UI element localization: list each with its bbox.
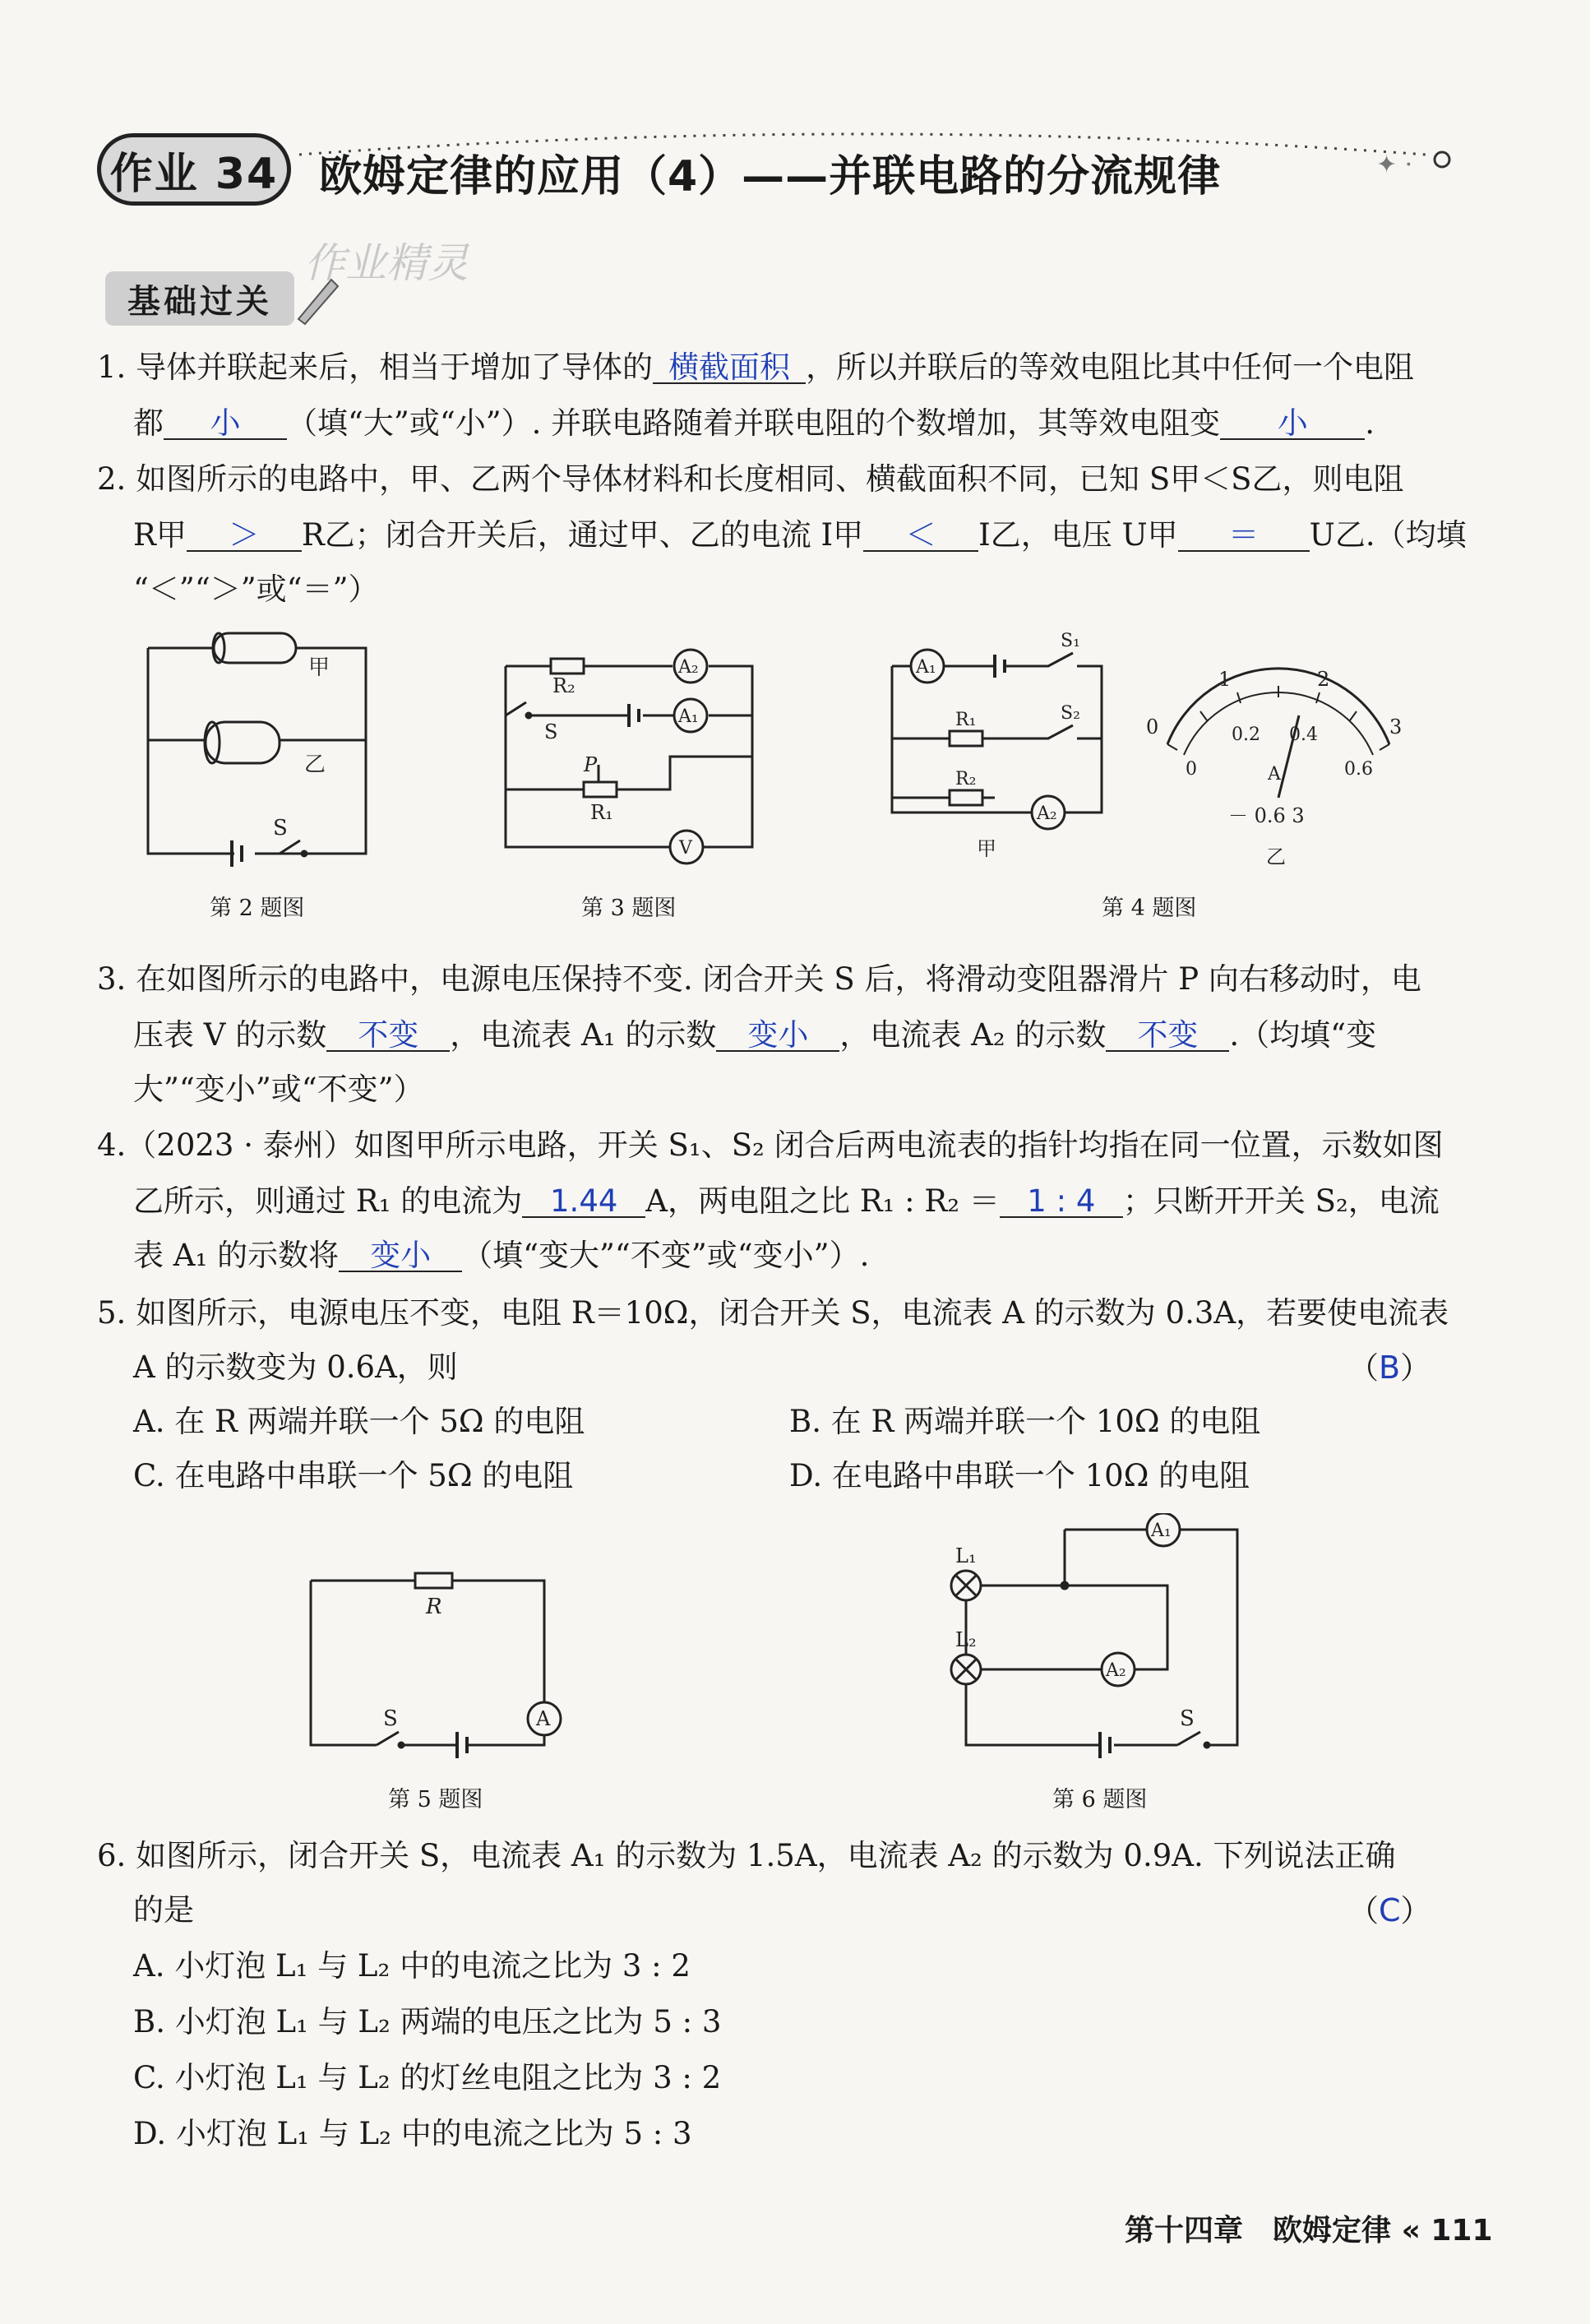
q2-line1: 2. 如图所示的电路中，甲、乙两个导体材料和长度相同、横截面积不同，已知 S甲＜S乙，则电阻 bbox=[97, 461, 1404, 497]
dial-bottom-02: 0.2 bbox=[1232, 725, 1260, 745]
double-chevron-icon: « bbox=[1401, 2214, 1421, 2248]
q5-option-c: C. 在电路中串联一个 5Ω 的电阻 bbox=[133, 1458, 574, 1493]
figure-3-circuit bbox=[493, 633, 765, 872]
q4-answer3: 变小 bbox=[339, 1240, 462, 1272]
fig3-label-a2: A₂ bbox=[678, 657, 699, 678]
q6-option-c: C. 小灯泡 L₁ 与 L₂ 的灯丝电阻之比为 3 : 2 bbox=[133, 2060, 722, 2095]
q3-line1: 3. 在如图所示的电路中，电源电压保持不变. 闭合开关 S 后，将滑动变阻器滑片 P 向右移动时，电 bbox=[97, 961, 1421, 997]
dial-bottom-0: 0 bbox=[1186, 759, 1197, 780]
dial-terminals: － 0.6 3 bbox=[1228, 804, 1305, 827]
q1-line1: 1. 导体并联起来后，相当于增加了导体的 横截面积 ，所以并联后的等效电阻比其中任何一个电阻 bbox=[97, 350, 1415, 385]
q3-answer3: 不变 bbox=[1106, 1020, 1229, 1052]
fig6-label-l1: L₁ bbox=[955, 1544, 977, 1567]
q2-answer3: ＝ bbox=[1178, 520, 1310, 552]
svg-text:✦ ·: ✦ · bbox=[1376, 150, 1413, 179]
fig4-label-a2: A₂ bbox=[1037, 803, 1057, 824]
pencil-icon bbox=[292, 270, 341, 327]
q4-line2: 乙所示，则通过 R₁ 的电流为 1.44 A，两电阻之比 R₁ : R₂ ＝ 1 : 4 ；只断开开关 S₂，电流 bbox=[133, 1183, 1440, 1219]
dial-unit: A bbox=[1268, 764, 1281, 785]
fig5-caption: 第 5 题图 bbox=[388, 1787, 483, 1812]
q5-line2: A 的示数变为 0.6A，则 bbox=[133, 1349, 458, 1385]
fig5-label-r: R bbox=[426, 1595, 442, 1619]
q3-line2: 压表 V 的示数 不变 ，电流表 A₁ 的示数 变小 ，电流表 A₂ 的示数 不变 .（均填“变 bbox=[133, 1017, 1377, 1053]
fig5-label-s: S bbox=[383, 1706, 398, 1731]
dial-top-1: 1 bbox=[1218, 668, 1232, 691]
section-tag: 基础过关 bbox=[105, 271, 294, 326]
q1-answer1: 横截面积 bbox=[653, 352, 806, 384]
q3-answer1: 不变 bbox=[326, 1020, 450, 1052]
watermark: 作业精灵 bbox=[304, 239, 469, 287]
q6-option-d: D. 小灯泡 L₁ 与 L₂ 中的电流之比为 5 : 3 bbox=[133, 2116, 692, 2151]
figure-4-ammeter-dial bbox=[1143, 666, 1414, 872]
q6-line1: 6. 如图所示，闭合开关 S，电流表 A₁ 的示数为 1.5A，电流表 A₂ 的示数为 0.9A. 下列说法正确 bbox=[97, 1838, 1396, 1873]
fig6-label-l2: L₂ bbox=[955, 1628, 977, 1651]
q6-option-a: A. 小灯泡 L₁ 与 L₂ 中的电流之比为 3 : 2 bbox=[133, 1948, 691, 1984]
q4-line3: 表 A₁ 的示数将 变小 （填“变大”“不变”或“变小”）. bbox=[133, 1238, 870, 1273]
q2-line2: R甲 ＞ R乙；闭合开关后，通过甲、乙的电流 I甲 ＜ I乙，电压 U甲 ＝ U乙.（均填 bbox=[133, 517, 1467, 553]
fig2-label-jia: 甲 bbox=[308, 655, 330, 680]
fig4-label-s1: S₁ bbox=[1061, 631, 1080, 651]
dial-top-0: 0 bbox=[1146, 715, 1159, 738]
page-number: 111 bbox=[1431, 2214, 1493, 2248]
fig6-caption: 第 6 题图 bbox=[1052, 1787, 1148, 1812]
fig6-label-a1: A₁ bbox=[1151, 1521, 1172, 1541]
q1-answer3: 小 bbox=[1220, 408, 1365, 440]
fig2-label-s: S bbox=[273, 816, 288, 840]
q4-answer1: 1.44 bbox=[522, 1186, 645, 1218]
fig4-label-yi: 乙 bbox=[1266, 845, 1286, 868]
q5-answer: B bbox=[1379, 1349, 1401, 1386]
q5-line1: 5. 如图所示，电源电压不变，电阻 R＝10Ω，闭合开关 S，电流表 A 的示数为 0.3A，若要使电流表 bbox=[97, 1295, 1449, 1331]
q1-answer2: 小 bbox=[164, 408, 287, 440]
fig4-label-a1: A₁ bbox=[916, 657, 936, 678]
fig3-label-r1: R₁ bbox=[590, 801, 613, 824]
fig2-label-yi: 乙 bbox=[304, 752, 326, 777]
figure-6-circuit bbox=[945, 1513, 1250, 1760]
q4-answer2: 1 : 4 bbox=[1000, 1186, 1123, 1218]
fig4-caption: 第 4 题图 bbox=[1102, 896, 1197, 921]
dial-bottom-06: 0.6 bbox=[1344, 759, 1373, 780]
figure-4-circuit bbox=[880, 625, 1126, 872]
fig3-caption: 第 3 题图 bbox=[581, 896, 677, 921]
q2-answer1: ＞ bbox=[187, 520, 302, 552]
q2-answer2: ＜ bbox=[863, 520, 978, 552]
q6-answer: C bbox=[1379, 1892, 1401, 1928]
fig5-label-a: A bbox=[536, 1707, 551, 1730]
footer-chapter: 第十四章 欧姆定律 « 111 bbox=[1125, 2214, 1493, 2248]
dial-bottom-04: 0.4 bbox=[1289, 725, 1318, 745]
q5-option-d: D. 在电路中串联一个 10Ω 的电阻 bbox=[789, 1458, 1250, 1493]
q4-line1: 4.（2023 · 泰州）如图甲所示电路，开关 S₁、S₂ 闭合后两电流表的指针均指在同一位置，示数如图 bbox=[97, 1127, 1444, 1163]
q5-option-a: A. 在 R 两端并联一个 5Ω 的电阻 bbox=[133, 1404, 585, 1439]
assignment-badge: 作业 34 bbox=[97, 133, 291, 206]
q6-answer-box: （C） bbox=[1348, 1892, 1431, 1928]
fig3-label-p: P bbox=[584, 753, 598, 776]
q1-line2: 都 小 （填“大”或“小”）. 并联电路随着并联电阻的个数增加，其等效电阻变 小 . bbox=[133, 405, 1375, 441]
page-title: 欧姆定律的应用（4）——并联电路的分流规律 bbox=[319, 152, 1222, 201]
q3-line3: 大”“变小”或“不变”） bbox=[133, 1072, 424, 1107]
fig4-label-r1: R₁ bbox=[955, 710, 977, 730]
q6-line2: 的是 bbox=[133, 1892, 194, 1928]
header-dotted-arc bbox=[291, 122, 1458, 179]
q3-answer2: 变小 bbox=[716, 1020, 839, 1052]
fig4-label-jia: 甲 bbox=[977, 837, 996, 860]
fig4-label-r2: R₂ bbox=[955, 769, 977, 789]
q2-line3: “＜”“＞”或“＝”） bbox=[133, 572, 379, 607]
fig3-label-r2: R₂ bbox=[552, 674, 575, 697]
fig2-caption: 第 2 题图 bbox=[210, 896, 305, 921]
fig3-label-v: V bbox=[679, 838, 692, 859]
fig3-label-s: S bbox=[544, 720, 558, 743]
q5-option-b: B. 在 R 两端并联一个 10Ω 的电阻 bbox=[789, 1404, 1261, 1439]
fig4-label-s2: S₂ bbox=[1061, 703, 1080, 724]
figure-2-circuit bbox=[140, 625, 386, 872]
fig3-label-a1: A₁ bbox=[678, 706, 699, 727]
figure-5-circuit bbox=[304, 1562, 567, 1760]
dial-top-3: 3 bbox=[1389, 715, 1403, 738]
fig6-label-s: S bbox=[1180, 1706, 1195, 1731]
q6-option-b: B. 小灯泡 L₁ 与 L₂ 两端的电压之比为 5 : 3 bbox=[133, 2004, 722, 2039]
fig6-label-a2: A₂ bbox=[1106, 1660, 1126, 1681]
dial-top-2: 2 bbox=[1317, 668, 1330, 691]
q5-answer-box: （B） bbox=[1348, 1349, 1431, 1386]
